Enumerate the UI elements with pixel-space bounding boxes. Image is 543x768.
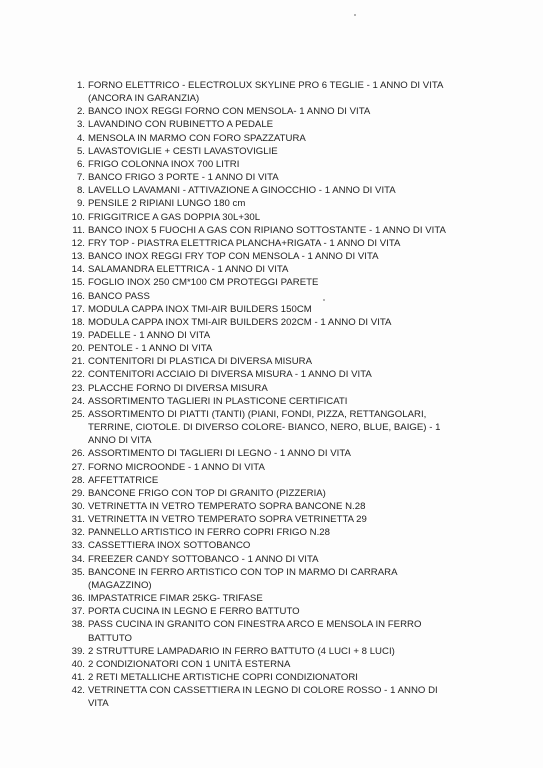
item-description-line: ANNO DI VITA [88, 435, 152, 447]
item-description [88, 592, 468, 605]
item-description-line: BATTUTO [88, 632, 133, 644]
item-description [88, 158, 468, 171]
list-item [0, 671, 543, 684]
item-number: 6. [76, 158, 85, 170]
item-description [88, 303, 468, 316]
item-number: 16. [71, 290, 85, 302]
list-item [0, 263, 543, 276]
item-description [88, 368, 468, 381]
item-number: 13. [71, 251, 85, 263]
list-item [0, 618, 543, 644]
item-description [88, 118, 468, 131]
list-item [0, 447, 543, 460]
list-item [0, 658, 543, 671]
item-description-line: MODULA CAPPA INOX TMI-AIR BUILDERS 150CM [88, 303, 312, 315]
list-item [0, 105, 543, 118]
list-item [0, 224, 543, 237]
item-number: 27. [71, 461, 85, 473]
item-number: 40. [71, 658, 85, 670]
list-item [0, 474, 543, 487]
list-item [0, 461, 543, 474]
inventory-list [0, 79, 543, 711]
list-item [0, 158, 543, 171]
item-description [88, 474, 468, 487]
list-item [0, 368, 543, 381]
item-description-line: 2 RETI METALLICHE ARTISTICHE COPRI CONDIZIONATORI [88, 672, 358, 684]
item-number: 12. [71, 237, 85, 249]
item-description-line: BANCONE IN FERRO ARTISTICO CON TOP IN MARMO DI CARRARA [88, 566, 398, 578]
item-description [88, 684, 468, 710]
item-description [88, 382, 468, 395]
item-number: 1. [76, 80, 85, 91]
item-description [88, 342, 468, 355]
item-description-line: BANCO PASS [88, 290, 150, 302]
item-number: 23. [71, 382, 85, 394]
item-number: 3. [76, 119, 85, 131]
item-description-line: TERRINE, CIOTOLE. DI DIVERSO COLORE- BIANCO, NERO, BLUE, BAIGE) - 1 [88, 422, 441, 434]
list-item [0, 539, 543, 552]
item-description-line: VETRINETTA CON CASSETTIERA IN LEGNO DI COLORE ROSSO - 1 ANNO DI [88, 685, 438, 697]
list-item [0, 184, 543, 197]
item-number: 5. [76, 145, 85, 157]
item-description [88, 526, 468, 539]
list-item [0, 500, 543, 513]
list-item [0, 645, 543, 658]
item-description [88, 513, 468, 526]
item-description-line: PADELLE - 1 ANNO DI VITA [88, 329, 211, 341]
item-number: 26. [71, 448, 85, 460]
item-description [88, 658, 468, 671]
list-item [0, 237, 543, 250]
item-number: 36. [71, 593, 85, 605]
item-description [88, 145, 468, 158]
list-item [0, 118, 543, 131]
item-description [88, 539, 468, 552]
item-description-line: PORTA CUCINA IN LEGNO E FERRO BATTUTO [88, 606, 300, 618]
item-description-line: LAVELLO LAVAMANI - ATTIVAZIONE A GINOCCHIO - 1 ANNO DI VITA [88, 185, 396, 197]
item-number: 21. [71, 356, 85, 368]
item-description-line: PANNELLO ARTISTICO IN FERRO COPRI FRIGO N.28 [88, 527, 331, 539]
list-item [0, 395, 543, 408]
item-description-line: SALAMANDRA ELETTRICA - 1 ANNO DI VITA [88, 264, 289, 276]
list-item [0, 382, 543, 395]
list-item [0, 250, 543, 263]
item-description [88, 250, 468, 263]
list-item [0, 276, 543, 289]
item-description-line: 2 CONDIZIONATORI CON 1 UNITÀ ESTERNA [88, 658, 291, 670]
item-description-line: CASSETTIERA INOX SOTTOBANCO [88, 540, 251, 552]
item-number: 19. [71, 329, 85, 341]
item-description-line: FORNO MICROONDE - 1 ANNO DI VITA [88, 461, 265, 473]
list-item [0, 566, 543, 592]
item-description [88, 263, 468, 276]
item-description-line: IMPASTATRICE FIMAR 25KG- TRIFASE [88, 593, 263, 605]
item-description-line: BANCO INOX REGGI FRY TOP CON MENSOLA - 1 ANNO DI VITA [88, 251, 379, 263]
item-description-line: CONTENITORI DI PLASTICA DI DIVERSA MISURA [88, 356, 313, 368]
item-number: 41. [71, 672, 85, 684]
item-description [88, 211, 468, 224]
list-item [0, 513, 543, 526]
item-description-line: ASSORTIMENTO DI TAGLIERI DI LEGNO - 1 ANNO DI VITA [88, 448, 351, 460]
item-description-line: PENSILE 2 RIPIANI LUNGO 180 cm [88, 198, 246, 210]
list-item [0, 132, 543, 145]
item-description [88, 500, 468, 513]
item-number: 11. [72, 224, 85, 236]
list-item [0, 592, 543, 605]
item-description [88, 290, 468, 303]
item-description [88, 132, 468, 145]
item-number: 4. [76, 132, 85, 144]
item-description [88, 553, 468, 566]
item-description [88, 316, 468, 329]
item-number: 22. [71, 369, 85, 381]
item-description [88, 605, 468, 618]
item-description-line: FRIGGITRICE A GAS DOPPIA 30L+30L [88, 211, 261, 223]
item-number: 39. [71, 645, 85, 657]
list-item [0, 553, 543, 566]
item-description [88, 79, 468, 105]
item-description-line: (ANCORA IN GARANZIA) [88, 93, 200, 105]
item-description [88, 645, 468, 658]
item-description [88, 224, 468, 237]
list-item [0, 487, 543, 500]
item-description-line: PASS CUCINA IN GRANITO CON FINESTRA ARCO E MENSOLA IN FERRO [88, 619, 422, 631]
item-description-line: FOGLIO INOX 250 CM*100 CM PROTEGGI PARETE [88, 277, 319, 289]
item-description [88, 487, 468, 500]
item-description-line: ASSORTIMENTO TAGLIERI IN PLASTICONE CERTIFICATI [88, 395, 348, 407]
item-number: 18. [71, 316, 85, 328]
item-description [88, 461, 468, 474]
item-description-line: ASSORTIMENTO DI PIATTI (TANTI) (PIANI, FONDI, PIZZA, RETTANGOLARI, [88, 408, 427, 420]
item-number: 30. [71, 501, 85, 512]
list-item [0, 290, 543, 303]
list-item [0, 197, 543, 210]
item-description-line: BANCONE FRIGO CON TOP DI GRANITO (PIZZERIA) [88, 487, 326, 499]
item-number: 24. [71, 395, 85, 407]
item-number: 38. [71, 619, 85, 631]
item-description [88, 395, 468, 408]
list-item [0, 526, 543, 539]
item-number: 28. [71, 474, 85, 486]
list-item [0, 605, 543, 618]
list-item [0, 355, 543, 368]
item-description-line: MODULA CAPPA INOX TMI-AIR BUILDERS 202CM - 1 ANNO DI VITA [88, 316, 392, 328]
list-item [0, 316, 543, 329]
item-description-line: FREEZER CANDY SOTTOBANCO - 1 ANNO DI VITA [88, 553, 319, 565]
item-description [88, 184, 468, 197]
item-number: 14. [71, 264, 85, 276]
item-description [88, 105, 468, 118]
item-description [88, 671, 468, 684]
list-item [0, 342, 543, 355]
scan-speck [354, 14, 356, 16]
list-item [0, 211, 543, 224]
item-description-line: VETRINETTA IN VETRO TEMPERATO SOPRA BANCONE N.28 [88, 501, 366, 512]
item-description [88, 355, 468, 368]
item-description-line: PLACCHE FORNO DI DIVERSA MISURA [88, 382, 268, 394]
item-description-line: AFFETTATRICE [88, 474, 159, 486]
item-number: 10. [71, 211, 85, 223]
item-description-line: CONTENITORI ACCIAIO DI DIVERSA MISURA - 1 ANNO DI VITA [88, 369, 372, 381]
item-description-line: BANCO INOX REGGI FORNO CON MENSOLA- 1 ANNO DI VITA [88, 106, 371, 118]
item-description-line: 2 STRUTTURE LAMPADARIO IN FERRO BATTUTO (4 LUCI + 8 LUCI) [88, 645, 395, 657]
list-item [0, 171, 543, 184]
item-description-line: MENSOLA IN MARMO CON FORO SPAZZATURA [88, 132, 306, 144]
item-number: 35. [71, 566, 85, 578]
item-description [88, 447, 468, 460]
item-description [88, 618, 468, 644]
item-number: 7. [76, 172, 85, 184]
item-description [88, 237, 468, 250]
item-number: 42. [71, 685, 85, 697]
item-number: 32. [71, 527, 85, 539]
item-number: 29. [71, 487, 85, 499]
item-number: 17. [71, 303, 85, 315]
item-description-line: VETRINETTA IN VETRO TEMPERATO SOPRA VETRINETTA 29 [88, 514, 367, 526]
item-number: 9. [76, 198, 85, 210]
item-description-line: LAVASTOVIGLIE + CESTI LAVASTOVIGLIE [88, 145, 278, 157]
item-number: 31. [71, 514, 85, 526]
item-description [88, 276, 468, 289]
item-number: 2. [76, 106, 85, 118]
item-number: 15. [71, 277, 85, 289]
list-item [0, 303, 543, 316]
list-item [0, 79, 543, 105]
list-item [0, 145, 543, 158]
item-description-line: PENTOLE - 1 ANNO DI VITA [88, 343, 213, 355]
item-description-line: BANCO INOX 5 FUOCHI A GAS CON RIPIANO SOTTOSTANTE - 1 ANNO DI VITA [88, 224, 446, 236]
list-item [0, 408, 543, 447]
item-number: 37. [71, 606, 85, 618]
item-number: 20. [71, 343, 85, 355]
item-number: 34. [71, 553, 85, 565]
item-description [88, 566, 468, 592]
item-description [88, 171, 468, 184]
list-item [0, 684, 543, 710]
item-description-line: (MAGAZZINO) [88, 579, 152, 591]
item-description-line: FRIGO COLONNA INOX 700 LITRI [88, 158, 240, 170]
item-description [88, 408, 468, 447]
item-description-line: BANCO FRIGO 3 PORTE - 1 ANNO DI VITA [88, 172, 279, 184]
item-description-line: FORNO ELETTRICO - ELECTROLUX SKYLINE PRO 6 TEGLIE - 1 ANNO DI VITA [88, 80, 444, 91]
item-number: 25. [71, 408, 85, 420]
item-number: 33. [71, 540, 85, 552]
item-description-line: FRY TOP - PIASTRA ELETTRICA PLANCHA+RIGATA - 1 ANNO DI VITA [88, 237, 401, 249]
item-description [88, 197, 468, 210]
item-description-line: VITA [88, 698, 109, 710]
item-number: 8. [76, 185, 85, 197]
item-description [88, 329, 468, 342]
list-item [0, 329, 543, 342]
item-description-line: LAVANDINO CON RUBINETTO A PEDALE [88, 119, 274, 131]
